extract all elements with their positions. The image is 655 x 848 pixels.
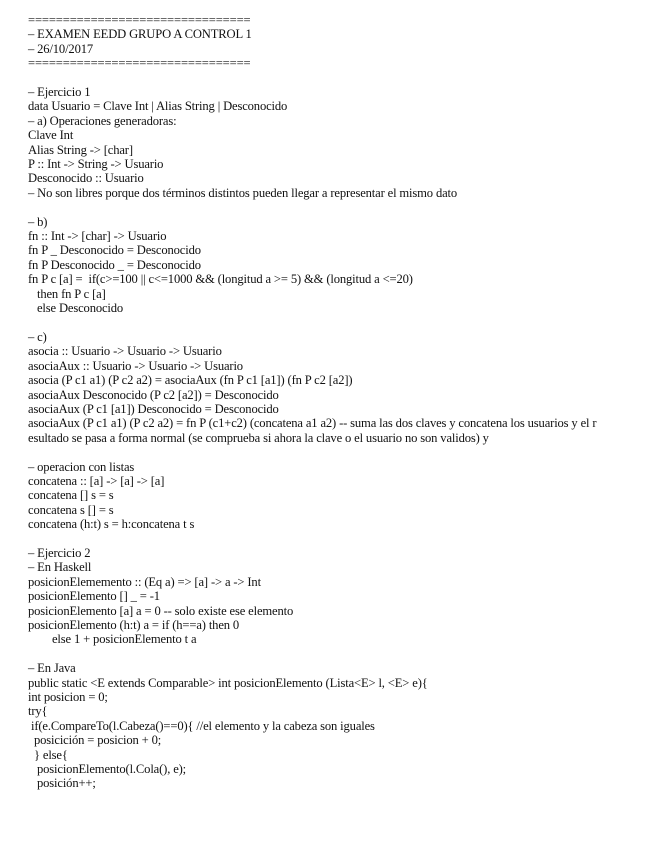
text-line: – operacion con listas <box>28 459 135 474</box>
text-line: – b) <box>28 214 48 229</box>
text-line: – En Java <box>28 661 76 676</box>
text-line: fn :: Int -> [char] -> Usuario <box>28 229 167 244</box>
text-line: – a) Operaciones generadoras: <box>28 113 177 128</box>
text-line: posicición = posicion + 0; <box>28 733 162 748</box>
text-line: ================================ <box>28 13 251 27</box>
text-line: fn P c [a] = if(c>=100 || c<=1000 && (longitud a >= 5) && (longitud a <=20) <box>28 272 413 287</box>
text-line: P :: Int -> String -> Usuario <box>28 157 164 172</box>
text-line: – No son libres porque dos términos distintos pueden llegar a representar el mismo dato <box>28 185 458 200</box>
text-line: – En Haskell <box>28 560 92 575</box>
text-line: asociaAux (P c1 a1) (P c2 a2) = fn P (c1+c2) (concatena a1 a2) -- suma las dos claves y concatena los usuarios y el r <box>28 416 597 431</box>
text-line: then fn P c [a] <box>28 286 106 301</box>
text-line: int posicion = 0; <box>28 690 108 704</box>
text-line: posición++; <box>28 776 96 791</box>
text-line: posicionElemento(l.Cola(), e); <box>28 762 187 777</box>
blank-line <box>28 316 648 330</box>
text-line: asociaAux Desconocido (P c2 [a2]) = Desconocido <box>28 387 279 402</box>
text-line: public static <E extends Comparable> int posicionElemento (Lista<E> l, <E> e){ <box>28 675 428 690</box>
text-line: – 26/10/2017 <box>28 41 94 56</box>
text-line: asociaAux :: Usuario -> Usuario -> Usuario <box>28 358 243 373</box>
text-line: else Desconocido <box>28 301 124 316</box>
text-line: concatena (h:t) s = h:concatena t s <box>28 517 195 532</box>
text-line: fn P _ Desconocido = Desconocido <box>28 243 201 258</box>
text-line: if(e.CompareTo(l.Cabeza()==0){ //el elemento y la cabeza son iguales <box>28 718 375 733</box>
text-line: – Ejercicio 2 <box>28 545 91 560</box>
text-line: else 1 + posicionElemento t a <box>28 632 197 647</box>
text-line: – c) <box>28 329 47 344</box>
text-line: posicionElemento [] _ = -1 <box>28 589 160 604</box>
text-line: asocia :: Usuario -> Usuario -> Usuario <box>28 344 222 359</box>
blank-line <box>28 200 648 214</box>
text-line: concatena s [] = s <box>28 502 114 517</box>
text-line: posicionElemento [a] a = 0 -- solo existe ese elemento <box>28 603 294 618</box>
text-line: data Usuario = Clave Int | Alias String | Desconocido <box>28 99 288 114</box>
text-line: posicionElememento :: (Eq a) => [a] -> a -> Int <box>28 574 261 589</box>
blank-line <box>28 445 648 459</box>
text-line: ================================ <box>28 56 251 71</box>
text-line: try{ <box>28 704 48 719</box>
text-line: Alias String -> [char] <box>28 142 133 157</box>
text-line: fn P Desconocido _ = Desconocido <box>28 257 201 272</box>
text-line: asocia (P c1 a1) (P c2 a2) = asociaAux (fn P c1 [a1]) (fn P c2 [a2]) <box>28 373 353 388</box>
text-line: – EXAMEN EEDD GRUPO A CONTROL 1 <box>28 27 252 42</box>
blank-line <box>28 71 648 85</box>
blank-line <box>28 532 648 546</box>
text-line: Desconocido :: Usuario <box>28 171 144 186</box>
text-line: – Ejercicio 1 <box>28 85 91 100</box>
text-line: Clave Int <box>28 128 74 143</box>
text-line: concatena [] s = s <box>28 488 114 503</box>
text-line: asociaAux (P c1 [a1]) Desconocido = Desconocido <box>28 401 279 416</box>
text-line: posicionElemento (h:t) a = if (h==a) then 0 <box>28 617 240 632</box>
document-body <box>28 13 648 791</box>
text-line: concatena :: [a] -> [a] -> [a] <box>28 473 165 488</box>
blank-line <box>28 647 648 661</box>
text-line: esultado se pasa a forma normal (se comprueba si ahora la clave o el usuario no son validos) y <box>28 430 489 445</box>
text-line: } else{ <box>28 747 68 762</box>
